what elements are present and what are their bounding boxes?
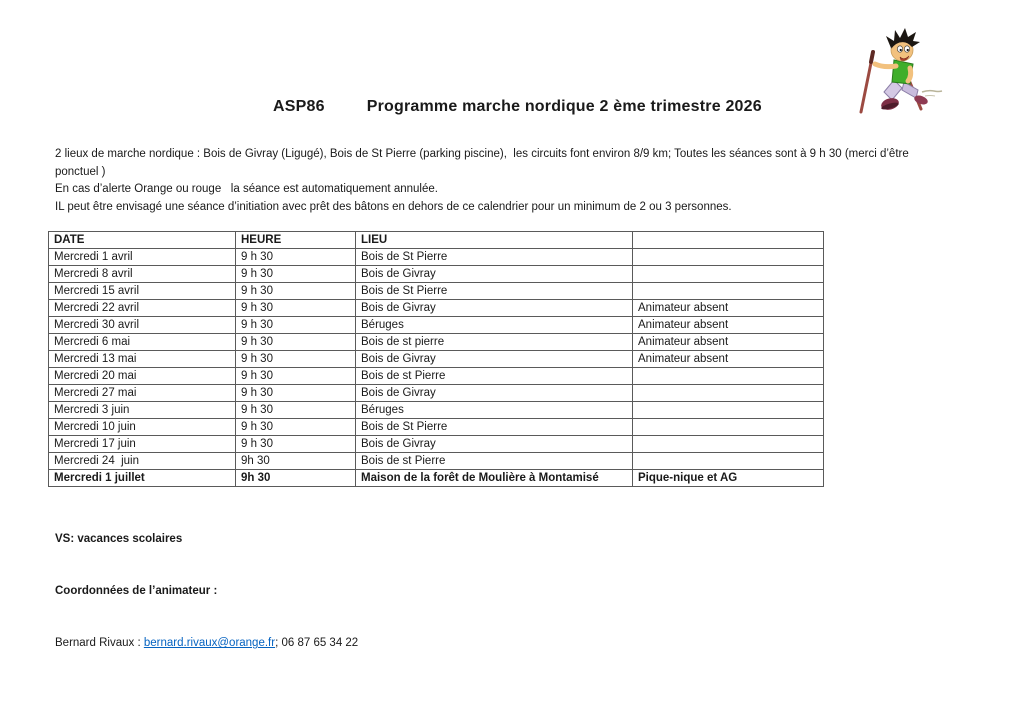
table-row [49, 419, 824, 436]
footer [55, 496, 358, 670]
cell-date: Mercredi 15 avril [49, 283, 236, 300]
cell-note [633, 385, 824, 402]
cell-date: Mercredi 10 juin [49, 419, 236, 436]
cell-heure: 9 h 30 [236, 266, 356, 283]
cell-note [633, 419, 824, 436]
cell-date: Mercredi 3 juin [49, 402, 236, 419]
table-header-row [49, 232, 824, 249]
cell-heure: 9 h 30 [236, 368, 356, 385]
cell-heure: 9 h 30 [236, 385, 356, 402]
cell-date: Mercredi 17 juin [49, 436, 236, 453]
doc-code: ASP86 [273, 98, 325, 115]
schedule-table [48, 231, 824, 487]
cell-lieu: Bois de Givray [356, 436, 633, 453]
cell-note [633, 266, 824, 283]
page-title [273, 98, 762, 116]
intro [55, 146, 909, 216]
cell-date: Mercredi 30 avril [49, 317, 236, 334]
table-row [49, 351, 824, 368]
contact-prefix: Bernard Rivaux : [55, 637, 144, 650]
table-row [49, 300, 824, 317]
cell-heure: 9 h 30 [236, 300, 356, 317]
cell-heure: 9 h 30 [236, 436, 356, 453]
cell-lieu: Bois de St Pierre [356, 283, 633, 300]
cell-date: Mercredi 8 avril [49, 266, 236, 283]
cell-lieu: Béruges [356, 402, 633, 419]
table-row [49, 266, 824, 283]
cell-date: Mercredi 22 avril [49, 300, 236, 317]
cell-lieu: Bois de St Pierre [356, 419, 633, 436]
cell-heure: 9 h 30 [236, 249, 356, 266]
cell-lieu: Bois de Givray [356, 266, 633, 283]
table-body [49, 249, 824, 487]
cell-lieu: Maison de la forêt de Moulière à Montamisé [356, 470, 633, 487]
intro-line: ponctuel ) [55, 165, 106, 178]
table-row [49, 317, 824, 334]
table-row [49, 334, 824, 351]
vs-note: VS: vacances scolaires [55, 532, 183, 545]
table-row [49, 402, 824, 419]
intro-line: En cas d’alerte Orange ou rouge la séance est automatiquement annulée. [55, 183, 438, 196]
cell-lieu: Bois de st Pierre [356, 453, 633, 470]
table-row [49, 436, 824, 453]
cell-lieu: Bois de Givray [356, 351, 633, 368]
cell-heure: 9h 30 [236, 453, 356, 470]
table-row [49, 453, 824, 470]
cell-heure: 9 h 30 [236, 402, 356, 419]
nordic-walker-clipart [850, 22, 945, 120]
cell-date: Mercredi 13 mai [49, 351, 236, 368]
cell-note: Pique-nique et AG [633, 470, 824, 487]
table-row [49, 385, 824, 402]
column-header: LIEU [356, 232, 633, 249]
cell-lieu: Bois de st pierre [356, 334, 633, 351]
cell-note: Animateur absent [633, 317, 824, 334]
email-link[interactable]: bernard.rivaux@orange.fr [143, 637, 276, 650]
cell-note [633, 453, 824, 470]
table-row [49, 249, 824, 266]
cell-date: Mercredi 1 juillet [49, 470, 236, 487]
cell-note [633, 436, 824, 453]
cell-note [633, 368, 824, 385]
intro-line: IL peut être envisagé une séance d’initiation avec prêt des bâtons en dehors de ce calendrier pour un minimum de 2 ou 3 personnes. [55, 200, 732, 213]
cell-note [633, 249, 824, 266]
cell-note: Animateur absent [633, 334, 824, 351]
coordinator-label: Coordonnées de l’animateur : [55, 585, 218, 598]
cell-lieu: Bois de Givray [356, 300, 633, 317]
intro-line: 2 lieux de marche nordique : Bois de Givray (Ligugé), Bois de St Pierre (parking piscine), les circuits font environ 8/9 km; Toutes les séances sont à 9 h 30 (merci d’être [55, 148, 909, 160]
cell-lieu: Bois de Givray [356, 385, 633, 402]
cell-heure: 9 h 30 [236, 334, 356, 351]
cell-note [633, 283, 824, 300]
cell-heure: 9 h 30 [236, 419, 356, 436]
column-header: DATE [49, 232, 236, 249]
cell-date: Mercredi 27 mai [49, 385, 236, 402]
cell-note: Animateur absent [633, 351, 824, 368]
cell-note: Animateur absent [633, 300, 824, 317]
cell-heure: 9 h 30 [236, 351, 356, 368]
table-row [49, 470, 824, 487]
cell-heure: 9 h 30 [236, 317, 356, 334]
cell-date: Mercredi 24 juin [49, 453, 236, 470]
table-row [49, 368, 824, 385]
cell-date: Mercredi 6 mai [49, 334, 236, 351]
cell-date: Mercredi 1 avril [49, 249, 236, 266]
column-header [633, 232, 824, 249]
cell-lieu: Béruges [356, 317, 633, 334]
cell-lieu: Bois de st Pierre [356, 368, 633, 385]
column-header: HEURE [236, 232, 356, 249]
cell-date: Mercredi 20 mai [49, 368, 236, 385]
contact-line [55, 635, 358, 652]
table-row [49, 283, 824, 300]
cell-note [633, 402, 824, 419]
cell-lieu: Bois de St Pierre [356, 249, 633, 266]
cell-heure: 9h 30 [236, 470, 356, 487]
contact-suffix: ; 06 87 65 34 22 [275, 637, 359, 650]
doc-title: Programme marche nordique 2 ème trimestre 2026 [366, 98, 762, 115]
cell-heure: 9 h 30 [236, 283, 356, 300]
